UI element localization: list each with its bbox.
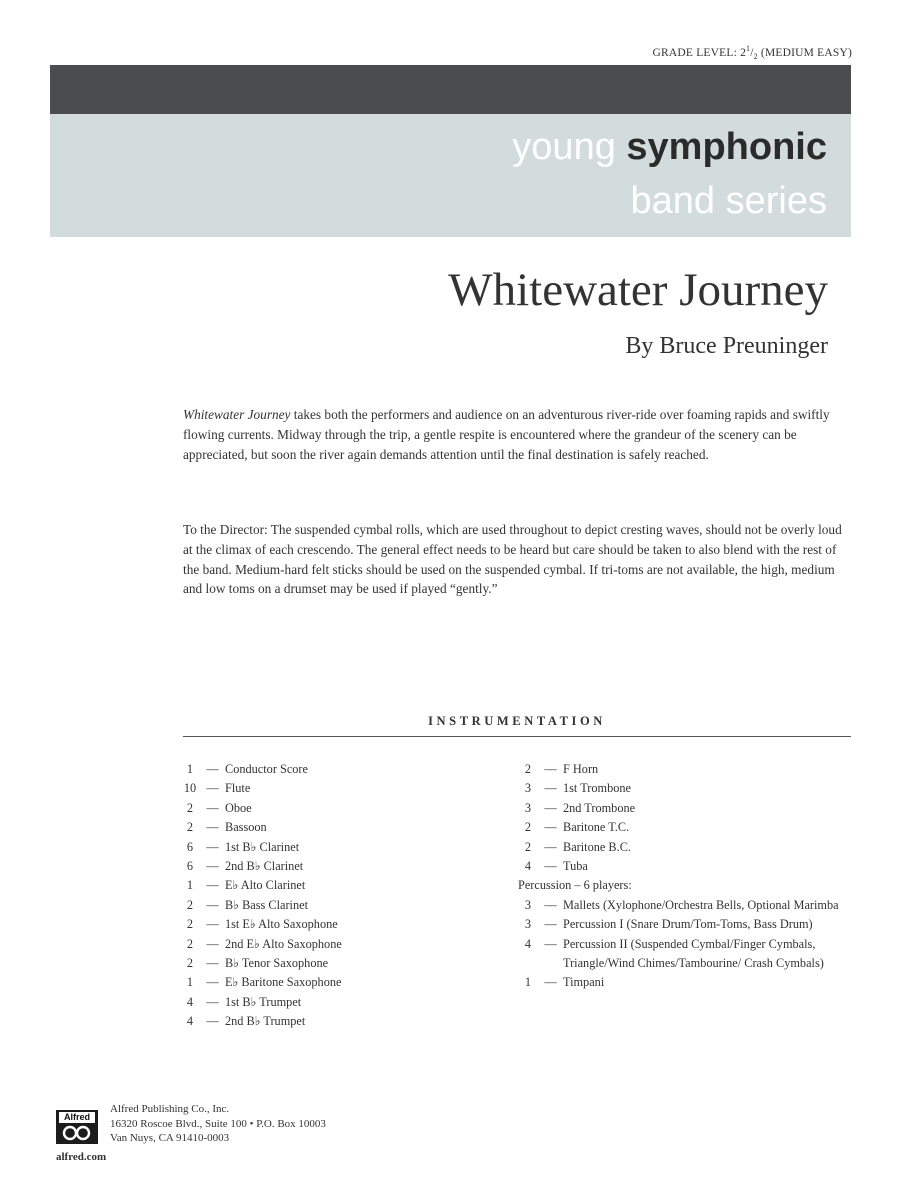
instrument-dash: — bbox=[544, 897, 557, 912]
instrument-row bbox=[180, 857, 500, 876]
instrument-row bbox=[180, 993, 500, 1012]
instrument-dash: — bbox=[544, 975, 557, 990]
instrument-dash: — bbox=[544, 839, 557, 854]
program-notes-title: Whitewater Journey bbox=[183, 407, 291, 422]
instrumentation-heading: INSTRUMENTATION bbox=[428, 714, 606, 728]
instrument-row bbox=[180, 935, 500, 954]
instrument-dash: — bbox=[206, 781, 219, 796]
publisher-address-line1: 16320 Roscoe Blvd., Suite 100 • P.O. Box 10003 bbox=[110, 1117, 326, 1130]
instrument-name: Baritone B.C. bbox=[563, 839, 631, 854]
instrument-dash: — bbox=[206, 762, 219, 776]
publisher-url[interactable]: alfred.com bbox=[56, 1151, 107, 1163]
instrument-dash: — bbox=[544, 820, 557, 835]
instrument-dash: — bbox=[206, 878, 219, 893]
instrument-dash: — bbox=[544, 936, 557, 951]
instrument-name: 2nd E♭ Alto Saxophone bbox=[225, 936, 342, 951]
instrument-quantity: 4 bbox=[186, 1014, 194, 1029]
instrument-row bbox=[180, 954, 500, 973]
grade-fraction-numerator: 1 bbox=[746, 44, 751, 53]
instrument-name: B♭ Tenor Saxophone bbox=[225, 956, 329, 971]
instrument-name: 1st B♭ Trumpet bbox=[225, 994, 302, 1009]
instrument-quantity: 4 bbox=[524, 859, 532, 874]
instrument-name: Percussion II (Suspended Cymbal/Finger Cymbals, Triangle/Wind Chimes/Tambourine/ Crash Cymbals) bbox=[563, 936, 824, 971]
instrument-quantity: 2 bbox=[186, 917, 194, 932]
instrument-row bbox=[180, 818, 500, 837]
instrument-quantity: 2 bbox=[524, 762, 532, 776]
grade-level-difficulty: (MEDIUM EASY) bbox=[757, 46, 852, 59]
instrument-quantity: 3 bbox=[524, 781, 532, 796]
series-symphonic: symphonic bbox=[626, 126, 827, 168]
instrument-row bbox=[180, 973, 500, 992]
instrument-dash: — bbox=[544, 762, 557, 776]
instrument-dash: — bbox=[206, 800, 219, 815]
instrument-name: 1st E♭ Alto Saxophone bbox=[225, 917, 338, 932]
instrument-quantity: 2 bbox=[186, 897, 194, 912]
instrument-quantity: 1 bbox=[186, 878, 194, 893]
instrument-name: E♭ Alto Clarinet bbox=[225, 878, 306, 893]
piece-title: Whitewater Journey bbox=[448, 264, 828, 316]
instrument-quantity: 4 bbox=[186, 994, 194, 1009]
series-title-line2: band series bbox=[630, 180, 827, 222]
alfred-logo-icon bbox=[61, 1125, 93, 1141]
director-note: To the Director: The suspended cymbal rolls, which are used throughout to depict cresting waves, should not be overly loud at the climax of each crescendo. The general effect needs to be heard but care should be taken to also blend with the rest of the band. Medium-hard felt sticks should be used on the suspended cymbal. If tri-toms are not available, the high, medium and low toms on a drumset may be used if played “gently.” bbox=[183, 522, 842, 597]
instrument-quantity: 10 bbox=[183, 781, 197, 796]
instrument-row bbox=[180, 799, 500, 818]
instrumentation-right-column bbox=[518, 760, 848, 993]
instrument-row bbox=[180, 1012, 500, 1031]
instrument-name: Tuba bbox=[563, 859, 588, 874]
instrument-row bbox=[180, 876, 500, 895]
instrument-dash: — bbox=[206, 936, 219, 951]
instrument-dash: — bbox=[206, 839, 219, 854]
instrument-row bbox=[518, 760, 848, 779]
instrument-quantity: 2 bbox=[186, 956, 194, 971]
instrument-dash: — bbox=[544, 800, 557, 815]
program-notes bbox=[183, 405, 831, 464]
instrument-row bbox=[518, 779, 848, 798]
instrument-name: 2nd B♭ Clarinet bbox=[225, 859, 304, 874]
alfred-logo bbox=[56, 1110, 98, 1144]
instrument-dash: — bbox=[206, 897, 219, 912]
instrument-name: Percussion I (Snare Drum/Tom-Toms, Bass Drum) bbox=[563, 917, 813, 932]
instrumentation-rule bbox=[183, 736, 851, 737]
series-banner bbox=[50, 114, 851, 237]
instrument-dash: — bbox=[206, 975, 219, 990]
instrument-name: 2nd B♭ Trumpet bbox=[225, 1014, 306, 1029]
instrument-dash: — bbox=[206, 859, 219, 874]
instrument-dash: — bbox=[544, 781, 557, 796]
instrumentation-left-column bbox=[180, 760, 500, 1032]
brass-list bbox=[518, 760, 848, 876]
instrument-name: 1st B♭ Clarinet bbox=[225, 839, 300, 854]
instrument-name: Flute bbox=[225, 781, 251, 796]
header-dark-bar bbox=[50, 65, 851, 114]
instrument-dash: — bbox=[206, 820, 219, 835]
instrument-row bbox=[518, 799, 848, 818]
instrument-name: E♭ Baritone Saxophone bbox=[225, 975, 342, 990]
percussion-label: Percussion – 6 players: bbox=[518, 878, 632, 893]
instrument-row bbox=[180, 838, 500, 857]
instrument-quantity: 6 bbox=[186, 839, 194, 854]
grade-level: GRADE LEVEL: $2^1/_2$ (MEDIUM EASY) bbox=[652, 44, 852, 62]
instrument-row bbox=[180, 760, 500, 779]
instrument-row bbox=[180, 779, 500, 798]
series-title-line1 bbox=[512, 124, 827, 170]
publisher-name: Alfred Publishing Co., Inc. bbox=[110, 1103, 230, 1115]
instrument-name: 1st Trombone bbox=[563, 781, 631, 796]
instrument-name: Baritone T.C. bbox=[563, 820, 630, 835]
instrument-quantity: 6 bbox=[186, 859, 194, 874]
instrument-dash: — bbox=[544, 859, 557, 874]
instrument-quantity: 3 bbox=[524, 897, 532, 912]
series-young: young bbox=[512, 126, 627, 168]
publisher-address-line2: Van Nuys, CA 91410-0003 bbox=[110, 1132, 230, 1144]
instrument-quantity: 3 bbox=[524, 800, 532, 815]
alfred-logo-text: Alfred bbox=[59, 1112, 95, 1123]
instrument-dash: — bbox=[544, 917, 557, 932]
instrument-name: Timpani bbox=[563, 975, 605, 990]
instrument-row bbox=[180, 896, 500, 915]
instrument-quantity: 1 bbox=[186, 762, 194, 776]
instrument-row bbox=[518, 915, 848, 934]
instrument-row bbox=[518, 896, 848, 915]
instrument-quantity: 2 bbox=[524, 820, 532, 835]
instrument-quantity: 2 bbox=[186, 936, 194, 951]
instrument-name: 2nd Trombone bbox=[563, 800, 636, 815]
composer: By Bruce Preuninger bbox=[625, 333, 828, 359]
publisher-address bbox=[110, 1102, 430, 1146]
instrument-dash: — bbox=[206, 917, 219, 932]
instrument-row bbox=[518, 838, 848, 857]
instrument-name: Oboe bbox=[225, 800, 252, 815]
instrument-quantity: 2 bbox=[186, 800, 194, 815]
instrument-dash: — bbox=[206, 994, 219, 1009]
instrument-quantity: 4 bbox=[524, 936, 532, 951]
instrument-dash: — bbox=[206, 1014, 219, 1029]
instrument-row bbox=[180, 915, 500, 934]
instrument-row bbox=[518, 935, 848, 974]
instrument-quantity: 3 bbox=[524, 917, 532, 932]
instrument-name: B♭ Bass Clarinet bbox=[225, 897, 308, 912]
instrument-row bbox=[518, 818, 848, 837]
instrument-name: Mallets (Xylophone/Orchestra Bells, Optional Marimba bbox=[563, 897, 839, 912]
grade-level-text: GRADE LEVEL: 2 bbox=[652, 46, 747, 59]
program-notes-text: takes both the performers and audience on an adventurous river-ride over foaming rapids and swiftly flowing currents. Midway through the trip, a gentle respite is encountered where the grandeur of the scenery can be appreciated, but soon the river again demands attention until the final destination is safely reached. bbox=[183, 407, 830, 462]
instrument-name: Bassoon bbox=[225, 820, 267, 835]
instrument-quantity: 2 bbox=[186, 820, 194, 835]
instrument-name: F Horn bbox=[563, 762, 599, 776]
instrument-name: Conductor Score bbox=[225, 762, 308, 776]
instrument-row bbox=[518, 973, 848, 992]
instrument-quantity: 2 bbox=[524, 839, 532, 854]
instrument-quantity: 1 bbox=[186, 975, 194, 990]
instrument-quantity: 1 bbox=[524, 975, 532, 990]
percussion-list bbox=[518, 896, 848, 993]
grade-fraction-denominator: 2 bbox=[753, 52, 758, 62]
instrument-row bbox=[518, 857, 848, 876]
instrument-dash: — bbox=[206, 956, 219, 971]
